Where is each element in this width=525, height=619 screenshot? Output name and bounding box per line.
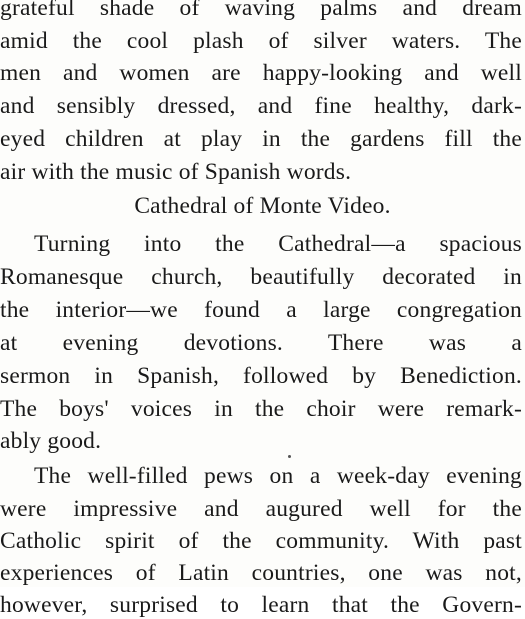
paragraph-2-line-2: Romanesque church, beautifully decorated in [0,264,522,290]
paragraph-1-line-6: air with the music of Spanish words. [0,159,352,185]
print-speck [288,455,291,458]
paragraph-3-line-5: however, surprised to learn that the Govern- [0,592,522,618]
paragraph-1-line-2: amid the cool plash of silver waters. The [0,28,522,54]
paragraph-2-line-6: The boys' voices in the choir were remark- [0,396,522,422]
paragraph-2-line-7: ably good. [0,428,102,454]
paragraph-1-line-3: men and women are happy-looking and well [0,60,522,86]
paragraph-3-line-3: Catholic spirit of the community. With past [0,528,522,554]
section-heading: Cathedral of Monte Video. [134,193,391,219]
paragraph-2-line-5: sermon in Spanish, followed by Benediction. [0,363,522,389]
paragraph-3-line-4: experiences of Latin countries, one was not, [0,560,522,586]
paragraph-1-line-5: eyed children at play in the gardens fill the [0,126,522,152]
paragraph-3-line-2: were impressive and augured well for the [0,496,522,522]
paragraph-2-line-4: at evening devotions. There was a [0,330,522,356]
paragraph-2-line-1: Turning into the Cathedral—a spacious [34,231,522,257]
paragraph-1-line-1: grateful shade of waving palms and dream [0,0,522,21]
paragraph-2-line-3: the interior—we found a large congregation [0,297,522,323]
paragraph-3-line-1: The well-filled pews on a week-day evening [34,463,522,489]
paragraph-1-line-4: and sensibly dressed, and fine healthy, dark- [0,93,522,119]
